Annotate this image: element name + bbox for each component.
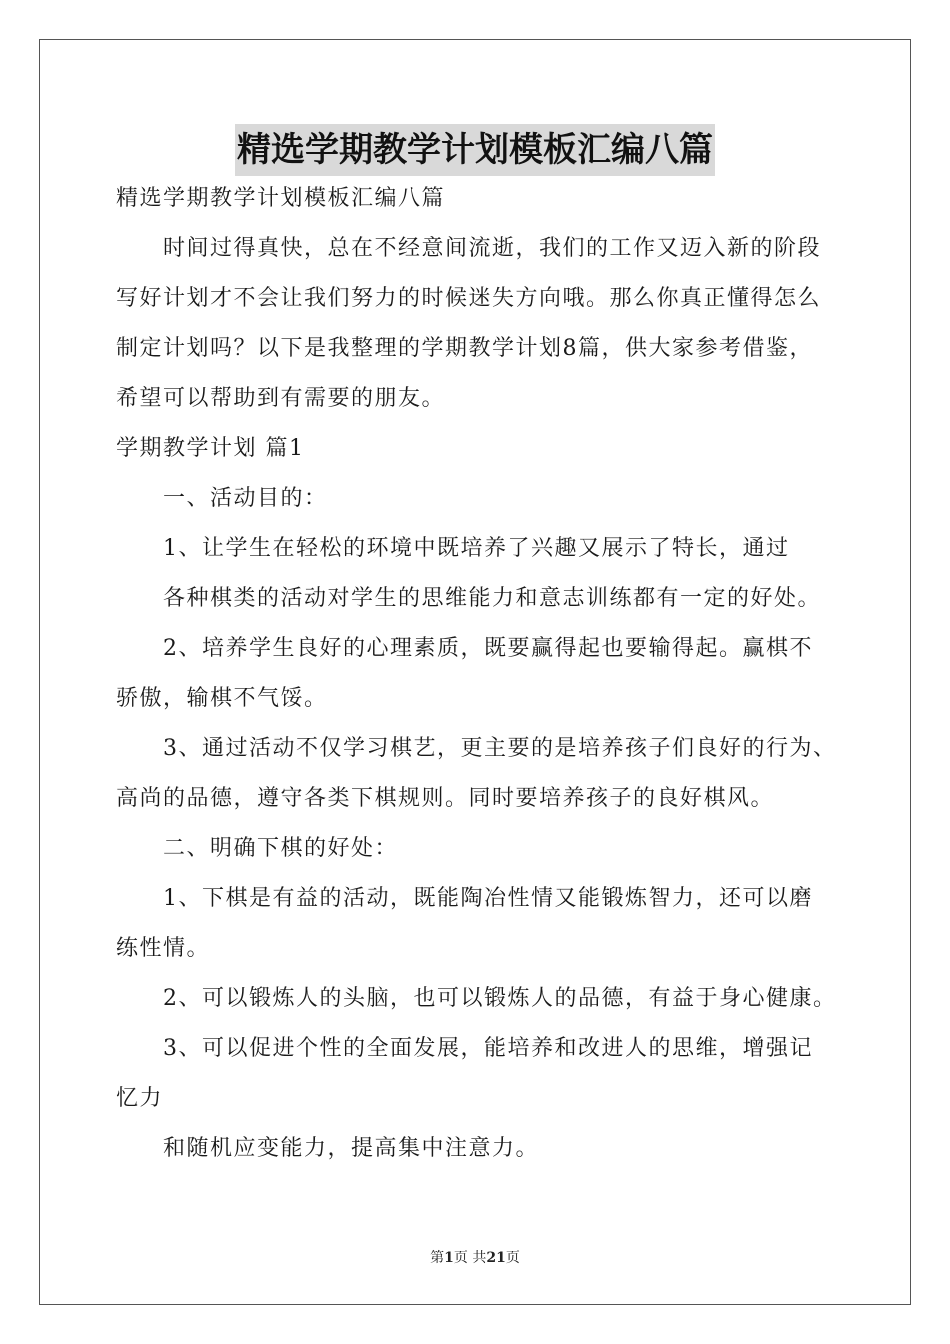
subheading-activity-goal: 一、活动目的：: [163, 486, 328, 511]
paragraph-line: 和随机应变能力，提高集中注意力。: [163, 1136, 540, 1161]
paragraph-line: 各种棋类的活动对学生的思维能力和意志训练都有一定的好处。: [163, 586, 822, 611]
page-frame: [39, 39, 911, 1305]
footer-page-suffix: 页: [505, 1250, 520, 1266]
paragraph-line: 忆力: [116, 1086, 164, 1111]
page-footer: [0, 1248, 950, 1268]
document-title: 精选学期教学计划模板汇编八篇: [235, 124, 715, 176]
paragraph-line: 骄傲，输棋不气馁。: [116, 686, 328, 711]
footer-page-current: 1: [444, 1250, 454, 1266]
paragraph-line: 2、可以锻炼人的头脑，也可以锻炼人的品德，有益于身心健康。: [163, 986, 837, 1011]
section-heading-1: 学期教学计划 篇1: [116, 436, 305, 461]
intro-line-2: 写好计划才不会让我们努力的时候迷失方向哦。那么你真正懂得怎么: [116, 286, 822, 311]
subtitle-line: 精选学期教学计划模板汇编八篇: [116, 186, 446, 211]
paragraph-line: 1、让学生在轻松的环境中既培养了兴趣又展示了特长，通过: [163, 536, 790, 561]
paragraph-line: 高尚的品德，遵守各类下棋规则。同时要培养孩子的良好棋风。: [116, 786, 775, 811]
paragraph-line: 2、培养学生良好的心理素质，既要赢得起也要输得起。赢棋不: [163, 636, 813, 661]
footer-page-total: 21: [486, 1250, 506, 1266]
footer-page-mid: 页 共: [453, 1250, 487, 1266]
footer-page-prefix: 第: [430, 1250, 445, 1266]
intro-line-1: 时间过得真快，总在不经意间流逝，我们的工作又迈入新的阶段: [163, 236, 822, 261]
paragraph-line: 3、通过活动不仅学习棋艺，更主要的是培养孩子们良好的行为、: [163, 736, 837, 761]
paragraph-line: 练性情。: [116, 936, 211, 961]
intro-line-3: 制定计划吗？以下是我整理的学期教学计划8篇，供大家参考借鉴，: [116, 336, 813, 361]
paragraph-line: 1、下棋是有益的活动，既能陶冶性情又能锻炼智力，还可以磨: [163, 886, 813, 911]
intro-line-4: 希望可以帮助到有需要的朋友。: [116, 386, 446, 411]
paragraph-line: 3、可以促进个性的全面发展，能培养和改进人的思维，增强记: [163, 1036, 813, 1061]
subheading-benefits: 二、明确下棋的好处：: [163, 836, 399, 861]
title-container: [0, 124, 950, 176]
